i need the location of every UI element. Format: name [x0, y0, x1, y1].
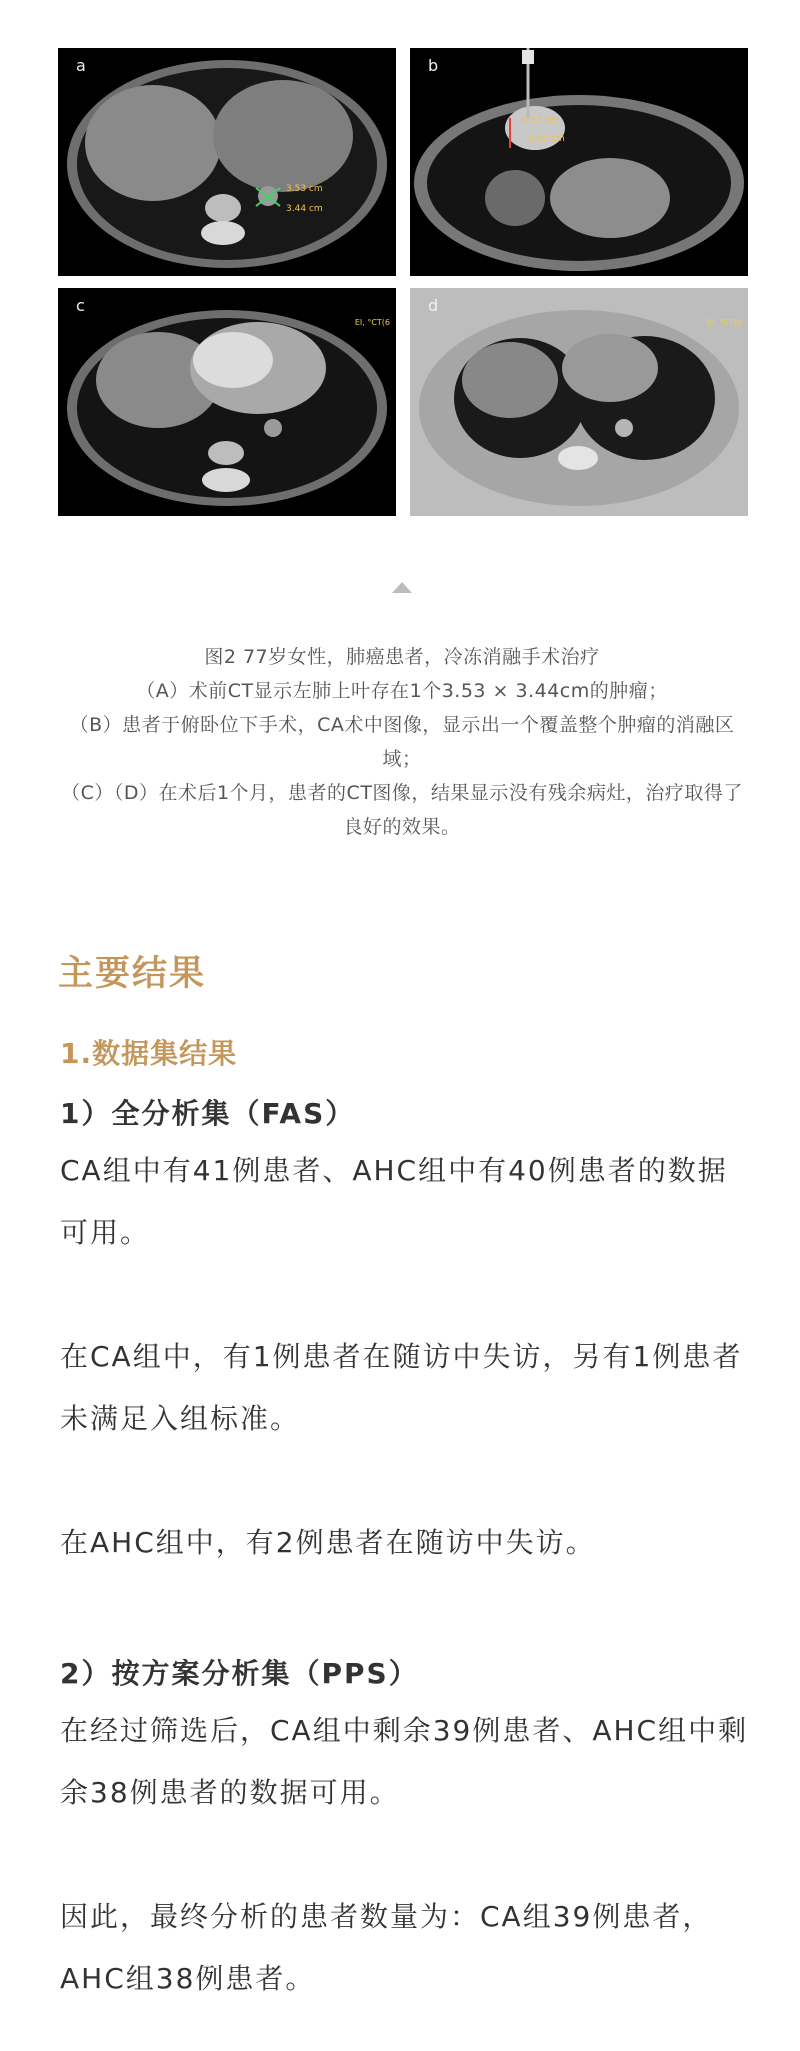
ct-panel-d — [410, 288, 748, 516]
measurement-a-1: 3.53 cm — [286, 184, 323, 194]
ct-panel-b — [410, 48, 748, 276]
section-title: 主要结果 — [58, 953, 207, 994]
ct-scan-b-image — [410, 48, 748, 276]
annotation-c: EI, °CT(6 — [354, 318, 390, 327]
figure-caption — [52, 640, 752, 844]
caption-caret-icon — [392, 582, 412, 593]
section-subtitle: 1.数据集结果 — [60, 1037, 238, 1070]
caption-line: （B）患者于俯卧位下手术，CA术中图像，显示出一个覆盖整个肿瘤的消融区域； — [69, 714, 735, 770]
ct-panel-c — [58, 288, 396, 516]
pps-paragraph-1: 在经过筛选后，CA组中剩余39例患者、AHC组中剩余38例患者的数据可用。 — [60, 1714, 749, 1809]
ct-panel-a — [58, 48, 396, 276]
ct-scan-c-image — [58, 288, 396, 516]
caption-line: （A）术前CT显示左肺上叶存在1个3.53 × 3.44cm的肿瘤； — [136, 680, 668, 702]
fas-paragraph-2: 在CA组中，有1例患者在随访中失访，另有1例患者未满足入组标准。 — [60, 1340, 743, 1435]
panel-label-a: a — [76, 56, 86, 75]
pps-heading: 2）按方案分析集（PPS） — [60, 1657, 419, 1690]
panel-label-d: d — [428, 296, 439, 315]
pps-paragraph-2: 因此，最终分析的患者数量为：CA组39例患者，AHC组38例患者。 — [60, 1900, 713, 1995]
caption-line: 图2 77岁女性，肺癌患者，冷冻消融手术治疗 — [204, 646, 600, 668]
ct-scan-a-image — [58, 48, 396, 276]
ct-figure-grid — [58, 48, 748, 516]
annotation-d: EI, °CT(6 — [706, 318, 742, 327]
caption-line: （C）（D）在术后1个月，患者的CT图像，结果显示没有残余病灶，治疗取得了良好的效果。 — [61, 782, 743, 838]
panel-label-b: b — [428, 56, 439, 75]
fas-paragraph-1: CA组中有41例患者、AHC组中有40例患者的数据可用。 — [60, 1154, 728, 1249]
ct-scan-d-image — [410, 288, 748, 516]
fas-paragraph-3: 在AHC组中，有2例患者在随访中失访。 — [60, 1526, 596, 1559]
measurement-a-2: 3.44 cm — [286, 204, 323, 214]
panel-label-c: c — [76, 296, 85, 315]
measurement-b-1: 4.57 cm — [522, 116, 559, 126]
measurement-b-2: 2.62 cm — [528, 134, 565, 144]
fas-heading: 1）全分析集（FAS） — [60, 1097, 356, 1130]
